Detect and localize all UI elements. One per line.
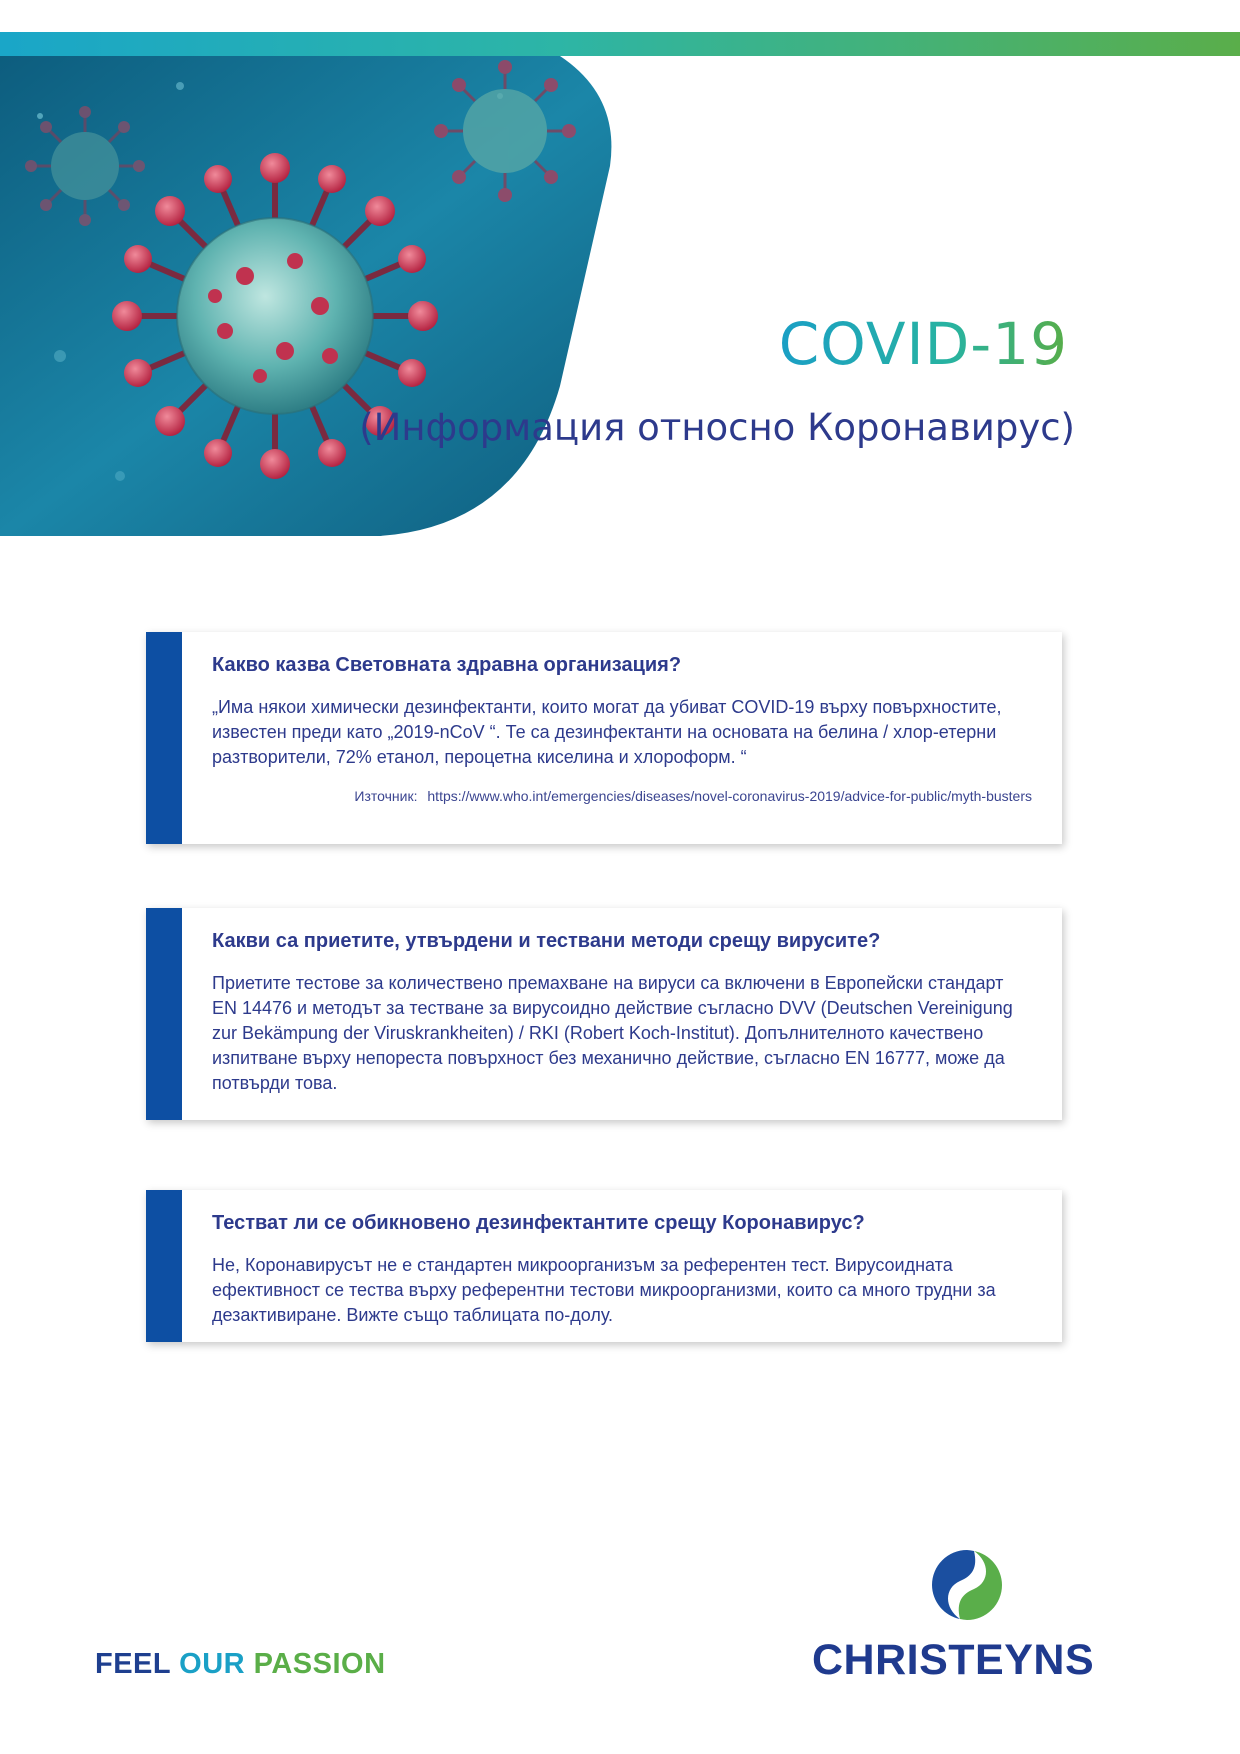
info-card-who [146,632,1062,844]
coronavirus-hero-image [0,56,640,536]
source-url-link[interactable]: https://www.who.int/emergencies/diseases/novel-coronavirus-2019/advice-for-public/myth-busters [427,788,1032,804]
christeyns-logo-text: CHRISTEYNS [812,1636,1095,1684]
card-heading: Какво казва Световната здравна организация? [212,654,682,676]
tagline-word-passion: PASSION [253,1648,386,1680]
card-heading: Тестват ли се обикновено дезинфектантите срещу Коронавирус? [212,1212,865,1234]
card-source [212,788,1032,804]
christeyns-swirl-icon [930,1548,1004,1622]
card-body: Не, Коронавирусът не е стандартен микроорганизъм за референтен тест. Вирусоидната ефективност се тества върху референтни тестови микроорганизми, които са много трудни за дезактивиране. Вижте също таблицата по-долу. [212,1255,996,1325]
page-subtitle: (Информация относно Коронавирус) [359,406,1075,449]
card-body: „Има някои химически дезинфектанти, които могат да убиват COVID-19 върху повърхностите, известен преди като „2019-nCoV “. Те са дезинфектанти на основата на белина / хлор-етерни разтворители, 72% етанол, пероцетна киселина и хлороформ. “ [212,697,1002,767]
footer-tagline [95,1648,386,1681]
source-label: Източник: [354,788,418,804]
tagline-word-our: OUR [179,1648,246,1680]
card-heading: Какви са приетите, утвърдени и тествани методи срещу вирусите? [212,930,881,952]
tagline-word-feel: FEEL [95,1648,171,1680]
info-card-methods [146,908,1062,1120]
card-body: Приетите тестове за количествено премахване на вируси са включени в Европейски стандарт EN 14476 и методът за тестване за вирусоидно действие съгласно DVV (Deutschen Vereinigung zur Bekämpung der Viruskrankheiten) / RKI (Robert Koch-Institut). Допълнителното качествено изпитване върху непореста повърхност без механично действие, съгласно EN 16777, може да потвърди това. [212,973,1013,1093]
info-card-testing [146,1190,1062,1342]
page-title: COVID-19 [778,310,1068,378]
header-gradient-bar [0,32,1240,56]
